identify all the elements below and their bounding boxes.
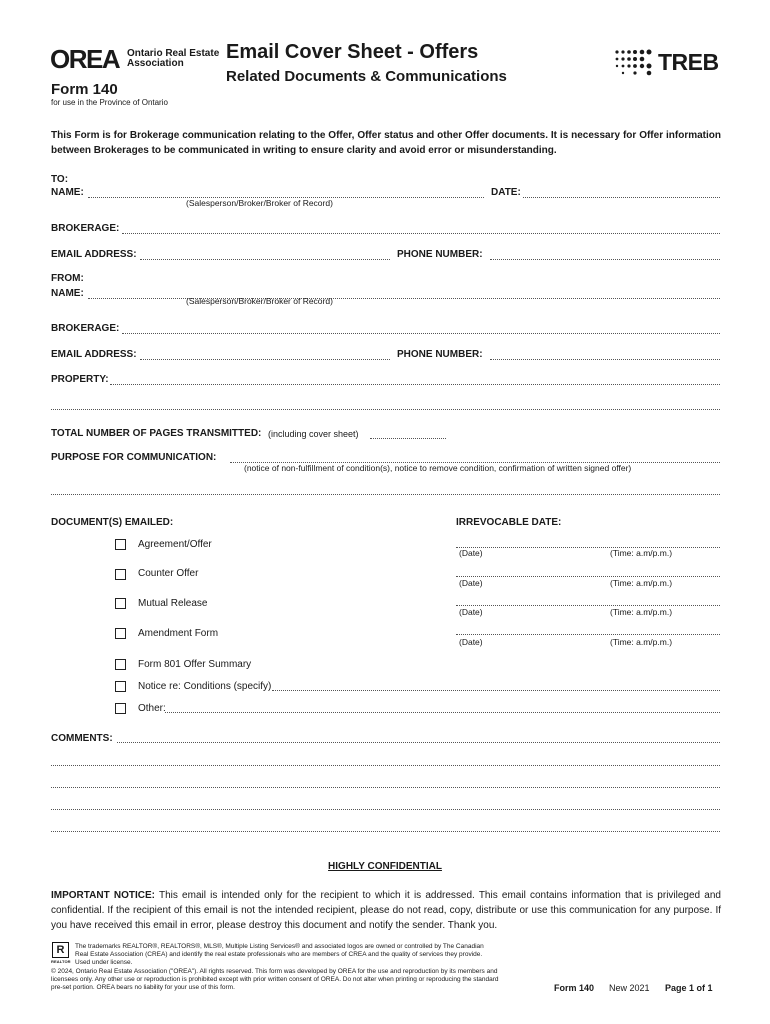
amendment-checkbox[interactable] (115, 628, 126, 639)
from-phone-label: PHONE NUMBER: (397, 349, 483, 360)
notice-label: IMPORTANT NOTICE: (51, 890, 155, 901)
footer-form: Form 140 (554, 983, 595, 993)
to-name-label: NAME: (51, 187, 84, 198)
from-brokerage-label: BROKERAGE: (51, 323, 120, 334)
intro-text: This Form is for Brokerage communication relating to the Offer, Offer status and other Offer documents. It is necessary for Offer information between Brokerages to be communicated in writing to ensure clarity and avoid error or misunderstanding. (51, 130, 721, 156)
province-note: for use in the Province of Ontario (51, 98, 168, 107)
amendment-label: Amendment Form (138, 628, 219, 639)
notice-conditions-checkbox[interactable] (115, 681, 126, 692)
counter-offer-label: Counter Offer (138, 568, 199, 579)
counter-offer-checkbox[interactable] (115, 569, 126, 580)
mutual-release-label: Mutual Release (138, 598, 208, 609)
other-field[interactable] (165, 712, 720, 713)
page-subtitle: Related Documents & Communications (226, 68, 507, 85)
mutual-release-irrevocable-field[interactable] (456, 605, 720, 606)
realtor-word: REALTOR (51, 959, 71, 964)
to-brokerage-field[interactable] (122, 233, 720, 234)
irrevocable-heading: IRREVOCABLE DATE: (456, 517, 562, 528)
form-801-checkbox[interactable] (115, 659, 126, 670)
amendment-time-hint: (Time: a.m/p.m.) (610, 637, 673, 647)
comments-field-5[interactable] (51, 831, 720, 832)
orea-logo-sub2: Association (127, 58, 184, 69)
agreement-irrevocable-field[interactable] (456, 547, 720, 548)
comments-field-4[interactable] (51, 809, 720, 810)
trademark-text: The trademarks REALTOR®, REALTORS®, MLS®, Multiple Listing Services® and associated logos are owned or controlled by The Canadian Real Estate Association (CREA) and identify the real estate professionals who are members of CREA and the quality of services they provide. Used under license. (75, 943, 484, 966)
to-email-label: EMAIL ADDRESS: (51, 249, 137, 260)
other-checkbox[interactable] (115, 703, 126, 714)
from-name-field[interactable] (88, 298, 720, 299)
treb-logo-text: TREB (658, 49, 719, 75)
counter-offer-date-hint: (Date) (459, 578, 483, 588)
from-heading: FROM: (51, 273, 84, 284)
agreement-label: Agreement/Offer (138, 539, 212, 550)
from-email-field[interactable] (140, 359, 390, 360)
important-notice (51, 888, 721, 933)
pages-label: TOTAL NUMBER OF PAGES TRANSMITTED: (51, 428, 262, 439)
treb-dots-icon (614, 47, 654, 77)
realtor-logo (51, 942, 71, 964)
notice-conditions-label: Notice re: Conditions (specify) (138, 681, 272, 692)
purpose-field-2[interactable] (51, 494, 720, 495)
to-phone-label: PHONE NUMBER: (397, 249, 483, 260)
mutual-release-time-hint: (Time: a.m/p.m.) (610, 607, 673, 617)
from-phone-field[interactable] (490, 359, 720, 360)
orea-logo-sub1: Ontario Real Estate (127, 48, 220, 59)
to-date-field[interactable] (523, 197, 720, 198)
confidential-heading: HIGHLY CONFIDENTIAL (328, 861, 442, 872)
counter-offer-time-hint: (Time: a.m/p.m.) (610, 578, 673, 588)
treb-logo (614, 47, 720, 77)
orea-logo-subtitle (127, 49, 219, 69)
pages-hint: (including cover sheet) (268, 429, 359, 439)
pages-field[interactable] (370, 438, 446, 439)
form-number: Form 140 (51, 81, 118, 98)
property-label: PROPERTY: (51, 374, 109, 385)
comments-field-2[interactable] (51, 765, 720, 766)
property-field-1[interactable] (110, 384, 720, 385)
documents-heading: DOCUMENT(S) EMAILED: (51, 517, 174, 528)
other-label: Other: (138, 703, 166, 714)
to-brokerage-label: BROKERAGE: (51, 223, 120, 234)
agreement-date-hint: (Date) (459, 548, 483, 558)
orea-logo (50, 44, 119, 75)
to-phone-field[interactable] (490, 259, 720, 260)
to-heading: TO: (51, 174, 69, 185)
purpose-hint: (notice of non-fulfillment of condition(s), notice to remove condition, confirmation of written signed offer) (244, 463, 632, 473)
footer-page: Page 1 of 1 (665, 983, 713, 993)
property-field-2[interactable] (51, 409, 720, 410)
agreement-time-hint: (Time: a.m/p.m.) (610, 548, 673, 558)
to-email-field[interactable] (140, 259, 390, 260)
from-name-hint: (Salesperson/Broker/Broker of Record) (186, 296, 333, 306)
copyright-text: © 2024, Ontario Real Estate Association ("OREA"). All rights reserved. This form was developed by OREA for the use and reproduction by its members and licensees only. Any other use or reproduction is prohibited except with prior written consent of OREA. Do not alter when printing or reproducing the standard pre-set portion. OREA bears no liability for your use of this form. (51, 968, 499, 991)
footer-edition: New 2021 (609, 983, 650, 993)
form-801-label: Form 801 Offer Summary (138, 659, 252, 670)
amendment-irrevocable-field[interactable] (456, 634, 720, 635)
comments-field-1[interactable] (117, 742, 720, 743)
mutual-release-date-hint: (Date) (459, 607, 483, 617)
page-title: Email Cover Sheet - Offers (226, 41, 479, 63)
from-email-label: EMAIL ADDRESS: (51, 349, 137, 360)
mutual-release-checkbox[interactable] (115, 598, 126, 609)
purpose-label: PURPOSE FOR COMMUNICATION: (51, 452, 217, 463)
orea-logo-text: OREA (50, 44, 120, 74)
notice-text: This email is intended only for the recipient to which it is addressed. This email contains information that is privileged and confidential. If the recipient of this email is not the intended recipient, please do not read, copy, distribute or use this communication for any purpose. If you have received this email in error, please destroy this document and notify the sender. Thank you. (51, 890, 721, 931)
from-brokerage-field[interactable] (122, 333, 720, 334)
to-name-hint: (Salesperson/Broker/Broker of Record) (186, 198, 333, 208)
amendment-date-hint: (Date) (459, 637, 483, 647)
agreement-checkbox[interactable] (115, 539, 126, 550)
counter-offer-irrevocable-field[interactable] (456, 576, 720, 577)
comments-field-3[interactable] (51, 787, 720, 788)
comments-label: COMMENTS: (51, 733, 113, 744)
from-name-label: NAME: (51, 288, 84, 299)
to-date-label: DATE: (491, 187, 521, 198)
realtor-badge-icon: R (52, 942, 69, 958)
notice-conditions-field[interactable] (272, 690, 720, 691)
